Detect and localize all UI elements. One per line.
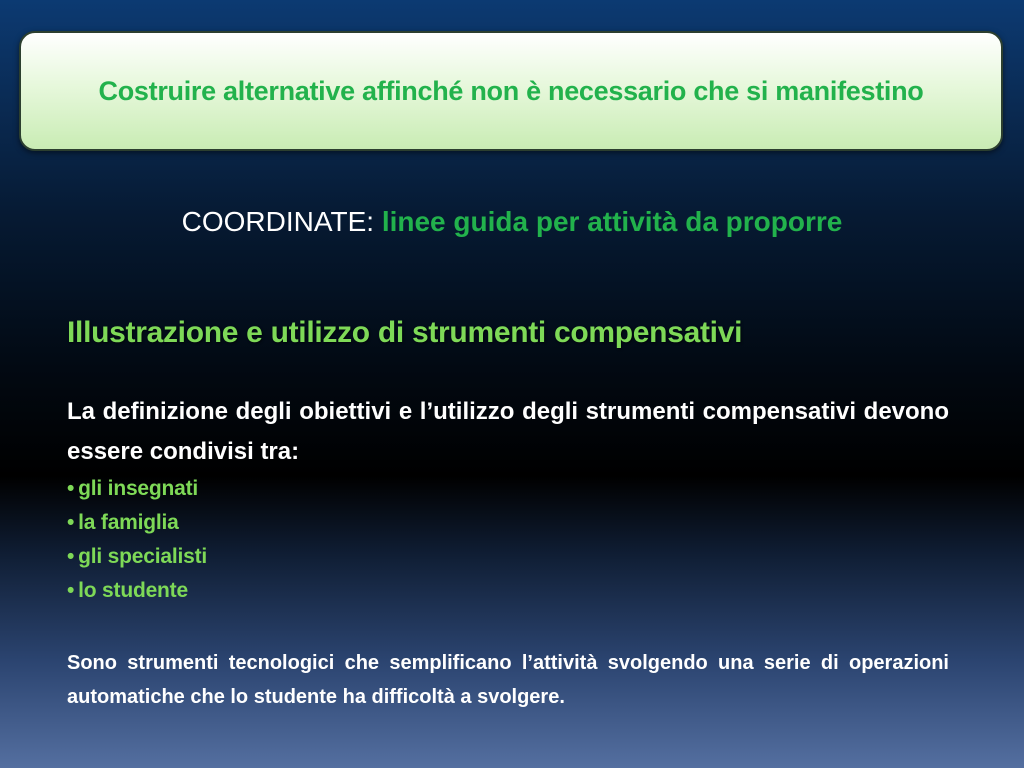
bullet-icon: •: [67, 477, 75, 500]
bullet-icon: •: [67, 579, 75, 602]
bullet-text: gli insegnati: [78, 477, 199, 500]
list-item: [67, 472, 207, 506]
bullet-icon: •: [67, 511, 75, 534]
bullet-text: lo studente: [78, 579, 188, 602]
subtitle-text: linee guida per attività da proporre: [381, 206, 843, 237]
bullet-icon: •: [67, 545, 75, 568]
section-heading: Illustrazione e utilizzo di strumenti compensativi: [67, 316, 743, 349]
list-item: [67, 506, 207, 540]
slide-title: Costruire alternative affinché non è necessario che si manifestino: [98, 75, 924, 106]
intro-paragraph: La definizione degli obiettivi e l’utilizzo degli strumenti compensativi devono essere condivisi tra:: [67, 398, 949, 465]
subtitle-prefix: COORDINATE:: [181, 206, 375, 237]
subtitle: [0, 206, 1024, 238]
definition-paragraph: Sono strumenti tecnologici che semplificano l’attività svolgendo una serie di operazioni automatiche che lo studente ha difficoltà a svolgere.: [67, 652, 949, 708]
list-item: [67, 574, 207, 608]
bullet-text: gli specialisti: [78, 545, 208, 568]
list-item: [67, 540, 207, 574]
title-box: [19, 31, 1003, 151]
bullet-list: [67, 472, 207, 608]
bullet-text: la famiglia: [78, 511, 179, 534]
